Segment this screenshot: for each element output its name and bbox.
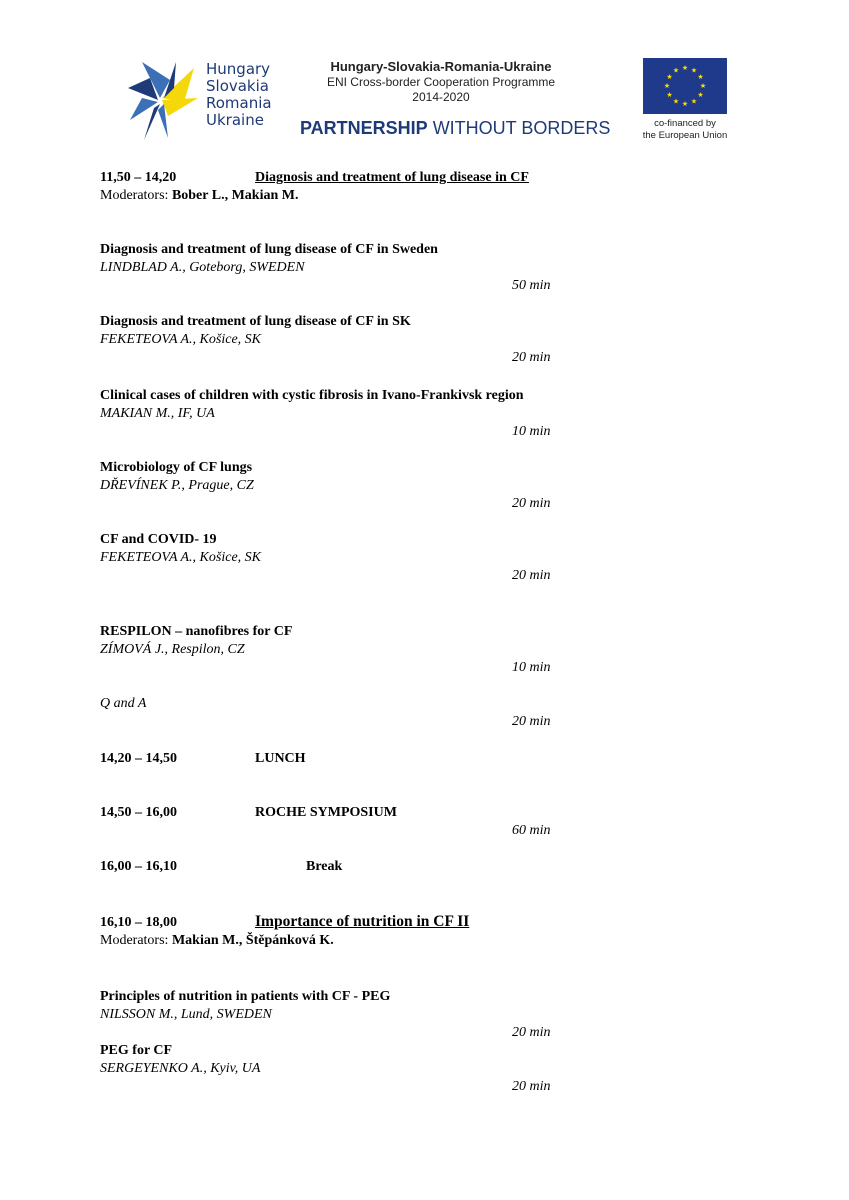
qa-duration: 20 min [512,714,551,729]
lunch-time: 14,20 – 14,50 [100,751,177,766]
talk-title: RESPILON – nanofibres for CF [100,624,293,639]
svg-text:★: ★ [681,100,689,108]
symposium-duration: 60 min [512,823,551,838]
break-time: 16,00 – 16,10 [100,859,177,874]
country-name: Slovakia [206,77,269,95]
eu-flag-icon [643,58,727,114]
programme-logo-icon [124,58,200,142]
programme-subtitle: ENI Cross-border Cooperation Programme [326,75,556,89]
country-names [206,61,296,129]
svg-text:★: ★ [697,73,704,81]
talk-title: Diagnosis and treatment of lung disease of CF in SK [100,314,411,329]
programme-banner [100,52,750,148]
talk-duration: 20 min [512,350,551,365]
session-moderators [100,187,298,205]
talk-speaker: MAKIAN M., IF, UA [100,406,215,421]
talk-title: Diagnosis and treatment of lung disease of CF in Sweden [100,242,438,257]
programme-info [296,59,586,105]
session-title: Diagnosis and treatment of lung disease in CF [255,170,529,185]
talk-duration: 20 min [512,1079,551,1094]
session-header [100,169,529,187]
svg-text:★: ★ [666,91,673,99]
cofinanced-line: co-financed by [654,118,716,129]
talk-duration: 10 min [512,424,551,439]
svg-text:★: ★ [672,66,680,75]
svg-text:★: ★ [699,82,707,90]
talk-duration: 10 min [512,660,551,675]
programme-title: Hungary-Slovakia-Romania-Ukraine [330,59,552,74]
svg-text:★: ★ [672,97,680,106]
slogan-rest: WITHOUT BORDERS [427,118,611,138]
talk-duration: 20 min [512,496,551,511]
talk-speaker: LINDBLAD A., Goteborg, SWEDEN [100,260,305,275]
lunch-label: LUNCH [255,751,306,766]
symposium-time: 14,50 – 16,00 [100,805,177,820]
svg-text:★: ★ [663,82,671,90]
session-time: 11,50 – 14,20 [100,170,177,185]
programme-slogan [300,118,610,139]
talk-speaker: NILSSON M., Lund, SWEDEN [100,1007,272,1022]
qa-label: Q and A [100,696,147,711]
talk-title: Microbiology of CF lungs [100,460,253,475]
talk-duration: 50 min [512,278,551,293]
cofinanced-note [628,118,742,142]
talk-speaker: ZÍMOVÁ J., Respilon, CZ [100,642,245,657]
talk-title: Clinical cases of children with cystic fibrosis in Ivano-Frankivsk region [100,388,524,403]
session-moderators [100,932,334,950]
country-name: Hungary [206,60,271,78]
slogan-bold: PARTNERSHIP [300,118,428,138]
talk-duration: 20 min [512,568,551,583]
svg-text:★: ★ [681,64,689,72]
talk-speaker: SERGEYENKO A., Kyiv, UA [100,1061,261,1076]
talk-title: PEG for CF [100,1043,173,1058]
talk-duration: 20 min [512,1025,551,1040]
moderators-label: Moderators: [100,933,172,948]
talk-speaker: FEKETEOVA A., Košice, SK [100,550,261,565]
svg-text:★: ★ [690,97,698,106]
talk-title: Principles of nutrition in patients with CF - PEG [100,989,391,1004]
country-name: Ukraine [206,111,264,129]
break-label: Break [306,859,343,874]
session-title: Importance of nutrition in CF II [255,913,470,930]
moderators-names: Makian M., Štěpánková K. [171,933,334,948]
country-name: Romania [206,94,272,112]
programme-years: 2014-2020 [412,90,470,104]
session-time: 16,10 – 18,00 [100,915,177,930]
svg-text:★: ★ [690,66,698,75]
session-header [100,913,469,932]
talk-speaker: DŘEVÍNEK P., Prague, CZ [100,478,254,493]
talk-title: CF and COVID- 19 [100,532,217,547]
svg-text:★: ★ [697,91,704,99]
svg-text:★: ★ [666,73,673,81]
moderators-label: Moderators: [100,188,172,203]
moderators-names: Bober L., Makian M. [171,188,299,203]
talk-speaker: FEKETEOVA A., Košice, SK [100,332,261,347]
symposium-label: ROCHE SYMPOSIUM [255,805,397,820]
cofinanced-line: the European Union [642,130,728,141]
